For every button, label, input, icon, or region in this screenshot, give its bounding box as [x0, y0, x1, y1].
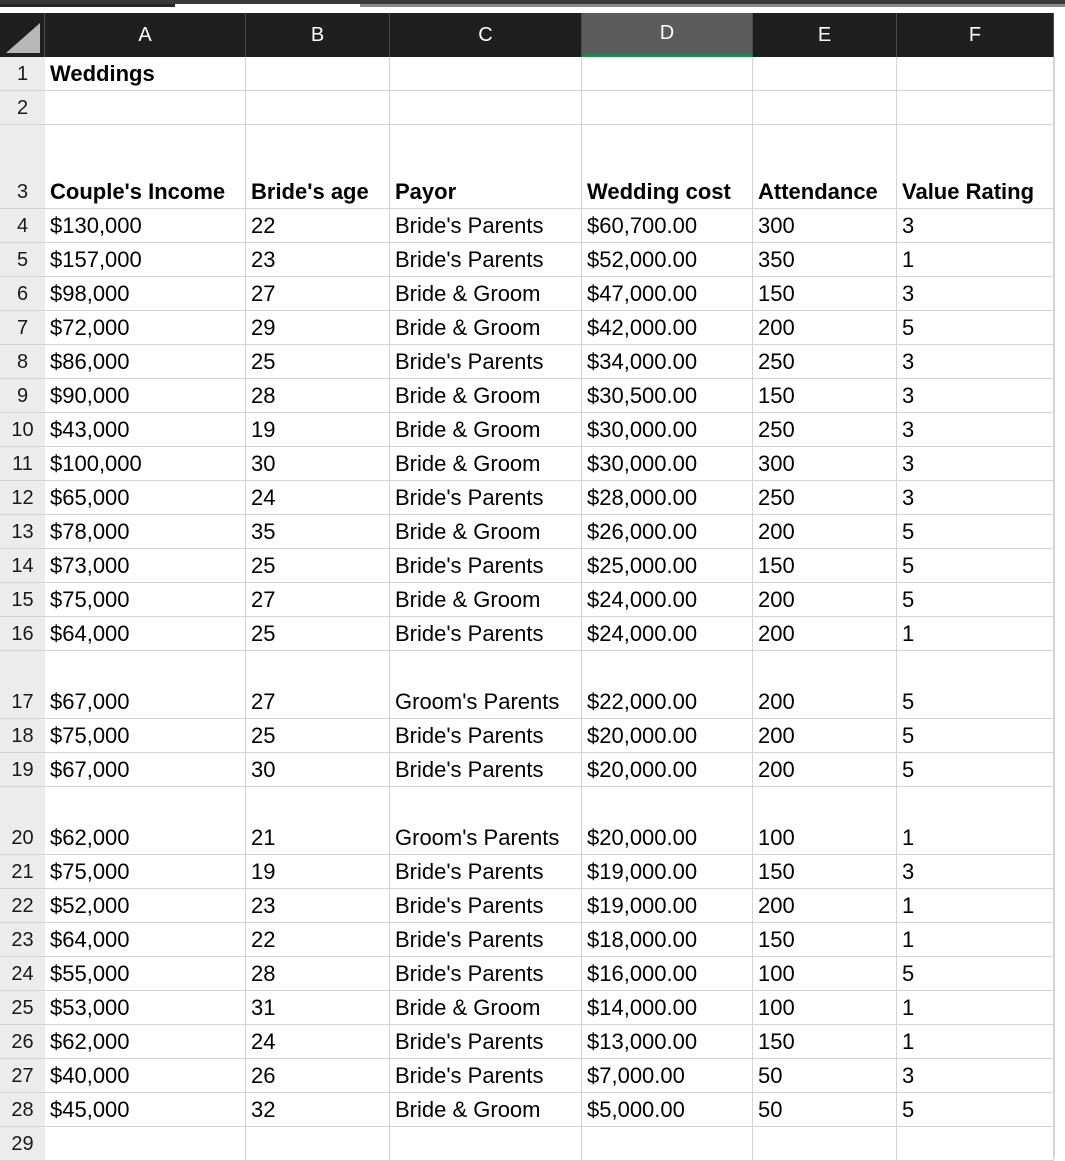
cell-e5[interactable]: 350: [753, 243, 897, 277]
table-row: [0, 125, 1065, 209]
cell-f4[interactable]: 3: [897, 209, 1054, 243]
cell-e20[interactable]: 100: [753, 787, 897, 855]
cell-e19[interactable]: 200: [753, 753, 897, 787]
cell-c19[interactable]: Bride's Parents: [390, 753, 582, 787]
cell-a19[interactable]: $67,000: [45, 753, 246, 787]
row-header[interactable]: 13: [0, 515, 45, 549]
cell-e16[interactable]: 200: [753, 617, 897, 651]
cell-a2[interactable]: [45, 91, 246, 125]
cell-f12[interactable]: 3: [897, 481, 1054, 515]
cell-e7[interactable]: 200: [753, 311, 897, 345]
cell-a13[interactable]: $78,000: [45, 515, 246, 549]
cell-d5[interactable]: $52,000.00: [582, 243, 753, 277]
cell-c27[interactable]: Bride's Parents: [390, 1059, 582, 1093]
cell-f9[interactable]: 3: [897, 379, 1054, 413]
table-row: [0, 753, 1065, 787]
cell-b7[interactable]: 29: [246, 311, 390, 345]
cell-f8[interactable]: 3: [897, 345, 1054, 379]
cell-d2[interactable]: [582, 91, 753, 125]
table-row: [0, 57, 1065, 91]
cell-b23[interactable]: 22: [246, 923, 390, 957]
cell-e27[interactable]: 50: [753, 1059, 897, 1093]
cell-d9[interactable]: $30,500.00: [582, 379, 753, 413]
cell-e10[interactable]: 250: [753, 413, 897, 447]
row-header[interactable]: 22: [0, 889, 45, 923]
row-header[interactable]: 24: [0, 957, 45, 991]
cell-c18[interactable]: Bride's Parents: [390, 719, 582, 753]
cell-a1[interactable]: Weddings: [45, 57, 246, 91]
cell-b11[interactable]: 30: [246, 447, 390, 481]
cell-a28[interactable]: $45,000: [45, 1093, 246, 1127]
cell-c21[interactable]: Bride's Parents: [390, 855, 582, 889]
row-header[interactable]: 21: [0, 855, 45, 889]
table-row: [0, 243, 1065, 277]
cell-c5[interactable]: Bride's Parents: [390, 243, 582, 277]
cell-c1[interactable]: [390, 57, 582, 91]
cell-d15[interactable]: $24,000.00: [582, 583, 753, 617]
cell-b20[interactable]: 21: [246, 787, 390, 855]
cell-f1[interactable]: [897, 57, 1054, 91]
cell-b24[interactable]: 28: [246, 957, 390, 991]
table-row: [0, 1025, 1065, 1059]
cell-d24[interactable]: $16,000.00: [582, 957, 753, 991]
cell-b4[interactable]: 22: [246, 209, 390, 243]
cell-b10[interactable]: 19: [246, 413, 390, 447]
cell-d13[interactable]: $26,000.00: [582, 515, 753, 549]
cell-d28[interactable]: $5,000.00: [582, 1093, 753, 1127]
cell-d26[interactable]: $13,000.00: [582, 1025, 753, 1059]
cell-b21[interactable]: 19: [246, 855, 390, 889]
window-top-bar: [0, 0, 1065, 12]
cell-b13[interactable]: 35: [246, 515, 390, 549]
cell-a23[interactable]: $64,000: [45, 923, 246, 957]
table-row: [0, 379, 1065, 413]
cell-f16[interactable]: 1: [897, 617, 1054, 651]
cell-c3[interactable]: Payor: [390, 125, 582, 209]
cell-a11[interactable]: $100,000: [45, 447, 246, 481]
table-row: [0, 1127, 1065, 1161]
row-header[interactable]: 17: [0, 651, 45, 719]
row-header[interactable]: 6: [0, 277, 45, 311]
cell-d11[interactable]: $30,000.00: [582, 447, 753, 481]
cell-c15[interactable]: Bride & Groom: [390, 583, 582, 617]
cell-a14[interactable]: $73,000: [45, 549, 246, 583]
table-row: [0, 923, 1065, 957]
cell-b29[interactable]: [246, 1127, 390, 1161]
cell-b2[interactable]: [246, 91, 390, 125]
cell-d20[interactable]: $20,000.00: [582, 787, 753, 855]
cell-a10[interactable]: $43,000: [45, 413, 246, 447]
cell-f26[interactable]: 1: [897, 1025, 1054, 1059]
cell-e12[interactable]: 250: [753, 481, 897, 515]
cell-a25[interactable]: $53,000: [45, 991, 246, 1025]
cell-a20[interactable]: $62,000: [45, 787, 246, 855]
cell-b1[interactable]: [246, 57, 390, 91]
cell-b22[interactable]: 23: [246, 889, 390, 923]
top-bar-tab-indicator: [0, 4, 175, 7]
row-header[interactable]: 11: [0, 447, 45, 481]
column-header-e[interactable]: E: [753, 13, 897, 57]
table-row: [0, 209, 1065, 243]
row-header[interactable]: 2: [0, 91, 45, 125]
cell-d7[interactable]: $42,000.00: [582, 311, 753, 345]
cell-f25[interactable]: 1: [897, 991, 1054, 1025]
cell-f21[interactable]: 3: [897, 855, 1054, 889]
row-header[interactable]: 4: [0, 209, 45, 243]
cell-e21[interactable]: 150: [753, 855, 897, 889]
row-header[interactable]: 27: [0, 1059, 45, 1093]
cell-a15[interactable]: $75,000: [45, 583, 246, 617]
cell-f29[interactable]: [897, 1127, 1054, 1161]
cell-c24[interactable]: Bride's Parents: [390, 957, 582, 991]
row-header[interactable]: 3: [0, 125, 45, 209]
cell-e28[interactable]: 50: [753, 1093, 897, 1127]
row-header[interactable]: 1: [0, 57, 45, 91]
cell-a6[interactable]: $98,000: [45, 277, 246, 311]
table-row: [0, 583, 1065, 617]
cell-c22[interactable]: Bride's Parents: [390, 889, 582, 923]
cell-c20[interactable]: Groom's Parents: [390, 787, 582, 855]
table-row: [0, 515, 1065, 549]
cell-c14[interactable]: Bride's Parents: [390, 549, 582, 583]
row-header[interactable]: 23: [0, 923, 45, 957]
column-header-row: [0, 13, 1065, 57]
cell-c26[interactable]: Bride's Parents: [390, 1025, 582, 1059]
row-header[interactable]: 29: [0, 1127, 45, 1161]
cell-c10[interactable]: Bride & Groom: [390, 413, 582, 447]
cell-f7[interactable]: 5: [897, 311, 1054, 345]
table-row: [0, 1059, 1065, 1093]
cell-c7[interactable]: Bride & Groom: [390, 311, 582, 345]
cell-d16[interactable]: $24,000.00: [582, 617, 753, 651]
cell-e11[interactable]: 300: [753, 447, 897, 481]
cell-b26[interactable]: 24: [246, 1025, 390, 1059]
cell-b28[interactable]: 32: [246, 1093, 390, 1127]
cell-c28[interactable]: Bride & Groom: [390, 1093, 582, 1127]
cell-a12[interactable]: $65,000: [45, 481, 246, 515]
cell-f11[interactable]: 3: [897, 447, 1054, 481]
table-row: [0, 481, 1065, 515]
table-row: [0, 855, 1065, 889]
cell-d23[interactable]: $18,000.00: [582, 923, 753, 957]
cell-e9[interactable]: 150: [753, 379, 897, 413]
row-header[interactable]: 20: [0, 787, 45, 855]
cell-a3[interactable]: Couple's Income: [45, 125, 246, 209]
row-header[interactable]: 19: [0, 753, 45, 787]
cell-b15[interactable]: 27: [246, 583, 390, 617]
cell-d6[interactable]: $47,000.00: [582, 277, 753, 311]
cell-a29[interactable]: [45, 1127, 246, 1161]
table-row: [0, 651, 1065, 719]
cell-f5[interactable]: 1: [897, 243, 1054, 277]
cell-f6[interactable]: 3: [897, 277, 1054, 311]
cell-b16[interactable]: 25: [246, 617, 390, 651]
cell-f17[interactable]: 5: [897, 651, 1054, 719]
cell-b9[interactable]: 28: [246, 379, 390, 413]
row-header[interactable]: 16: [0, 617, 45, 651]
cell-c29[interactable]: [390, 1127, 582, 1161]
cell-e25[interactable]: 100: [753, 991, 897, 1025]
table-row: [0, 311, 1065, 345]
row-header[interactable]: 12: [0, 481, 45, 515]
cell-a5[interactable]: $157,000: [45, 243, 246, 277]
cell-f3[interactable]: Value Rating: [897, 125, 1054, 209]
cell-e2[interactable]: [753, 91, 897, 125]
cell-d3[interactable]: Wedding cost: [582, 125, 753, 209]
column-header-f[interactable]: F: [897, 13, 1054, 57]
cell-e23[interactable]: 150: [753, 923, 897, 957]
cell-e26[interactable]: 150: [753, 1025, 897, 1059]
cell-a22[interactable]: $52,000: [45, 889, 246, 923]
cell-d19[interactable]: $20,000.00: [582, 753, 753, 787]
cell-f27[interactable]: 3: [897, 1059, 1054, 1093]
cell-e14[interactable]: 150: [753, 549, 897, 583]
table-row: [0, 345, 1065, 379]
cell-f14[interactable]: 5: [897, 549, 1054, 583]
table-row: [0, 617, 1065, 651]
row-header[interactable]: 26: [0, 1025, 45, 1059]
cell-b27[interactable]: 26: [246, 1059, 390, 1093]
cell-e1[interactable]: [753, 57, 897, 91]
cell-c16[interactable]: Bride's Parents: [390, 617, 582, 651]
cell-d8[interactable]: $34,000.00: [582, 345, 753, 379]
cell-b5[interactable]: 23: [246, 243, 390, 277]
cell-d21[interactable]: $19,000.00: [582, 855, 753, 889]
table-row: [0, 549, 1065, 583]
select-all-corner[interactable]: [0, 13, 45, 57]
cell-f13[interactable]: 5: [897, 515, 1054, 549]
cell-a7[interactable]: $72,000: [45, 311, 246, 345]
table-row: [0, 91, 1065, 125]
row-header[interactable]: 10: [0, 413, 45, 447]
cell-c11[interactable]: Bride & Groom: [390, 447, 582, 481]
cell-e6[interactable]: 150: [753, 277, 897, 311]
cell-c4[interactable]: Bride's Parents: [390, 209, 582, 243]
cell-c23[interactable]: Bride's Parents: [390, 923, 582, 957]
cell-d14[interactable]: $25,000.00: [582, 549, 753, 583]
cell-d18[interactable]: $20,000.00: [582, 719, 753, 753]
cell-f28[interactable]: 5: [897, 1093, 1054, 1127]
cell-b8[interactable]: 25: [246, 345, 390, 379]
cell-d1[interactable]: [582, 57, 753, 91]
cell-d4[interactable]: $60,700.00: [582, 209, 753, 243]
table-row: [0, 277, 1065, 311]
cell-d22[interactable]: $19,000.00: [582, 889, 753, 923]
table-row: [0, 447, 1065, 481]
row-header[interactable]: 8: [0, 345, 45, 379]
cell-c2[interactable]: [390, 91, 582, 125]
cell-a27[interactable]: $40,000: [45, 1059, 246, 1093]
cell-f23[interactable]: 1: [897, 923, 1054, 957]
cell-f18[interactable]: 5: [897, 719, 1054, 753]
cell-c6[interactable]: Bride & Groom: [390, 277, 582, 311]
cell-c17[interactable]: Groom's Parents: [390, 651, 582, 719]
row-header[interactable]: 14: [0, 549, 45, 583]
cell-f19[interactable]: 5: [897, 753, 1054, 787]
cell-e13[interactable]: 200: [753, 515, 897, 549]
cell-d25[interactable]: $14,000.00: [582, 991, 753, 1025]
cell-b3[interactable]: Bride's age: [246, 125, 390, 209]
cell-d17[interactable]: $22,000.00: [582, 651, 753, 719]
cell-c9[interactable]: Bride & Groom: [390, 379, 582, 413]
column-g-gridline: [1054, 57, 1055, 1157]
cell-a16[interactable]: $64,000: [45, 617, 246, 651]
table-row: [0, 889, 1065, 923]
column-header-d[interactable]: D: [582, 13, 753, 57]
cell-d12[interactable]: $28,000.00: [582, 481, 753, 515]
cell-f2[interactable]: [897, 91, 1054, 125]
cell-b18[interactable]: 25: [246, 719, 390, 753]
table-row: [0, 787, 1065, 855]
cell-e29[interactable]: [753, 1127, 897, 1161]
row-header[interactable]: 9: [0, 379, 45, 413]
cell-f20[interactable]: 1: [897, 787, 1054, 855]
table-row: [0, 991, 1065, 1025]
cell-a9[interactable]: $90,000: [45, 379, 246, 413]
cell-b14[interactable]: 25: [246, 549, 390, 583]
cell-c13[interactable]: Bride & Groom: [390, 515, 582, 549]
cell-e4[interactable]: 300: [753, 209, 897, 243]
cell-a17[interactable]: $67,000: [45, 651, 246, 719]
row-header[interactable]: 7: [0, 311, 45, 345]
cell-b17[interactable]: 27: [246, 651, 390, 719]
cell-f22[interactable]: 1: [897, 889, 1054, 923]
cell-b19[interactable]: 30: [246, 753, 390, 787]
cell-e8[interactable]: 250: [753, 345, 897, 379]
column-header-a[interactable]: A: [45, 13, 246, 57]
cell-a18[interactable]: $75,000: [45, 719, 246, 753]
table-row: [0, 957, 1065, 991]
cell-e17[interactable]: 200: [753, 651, 897, 719]
cell-c25[interactable]: Bride & Groom: [390, 991, 582, 1025]
cell-b6[interactable]: 27: [246, 277, 390, 311]
select-all-triangle-icon: [6, 23, 40, 53]
cell-d10[interactable]: $30,000.00: [582, 413, 753, 447]
cell-c8[interactable]: Bride's Parents: [390, 345, 582, 379]
row-header[interactable]: 28: [0, 1093, 45, 1127]
cell-f10[interactable]: 3: [897, 413, 1054, 447]
row-header[interactable]: 25: [0, 991, 45, 1025]
table-row: [0, 413, 1065, 447]
column-header-c[interactable]: C: [390, 13, 582, 57]
row-header[interactable]: 15: [0, 583, 45, 617]
cell-a26[interactable]: $62,000: [45, 1025, 246, 1059]
top-bar-scroll-indicator: [360, 4, 1065, 7]
column-header-b[interactable]: B: [246, 13, 390, 57]
cell-e18[interactable]: 200: [753, 719, 897, 753]
cell-a4[interactable]: $130,000: [45, 209, 246, 243]
row-header[interactable]: 5: [0, 243, 45, 277]
table-row: [0, 1093, 1065, 1127]
cell-a24[interactable]: $55,000: [45, 957, 246, 991]
cell-f15[interactable]: 5: [897, 583, 1054, 617]
cell-e24[interactable]: 100: [753, 957, 897, 991]
cell-b12[interactable]: 24: [246, 481, 390, 515]
cell-e15[interactable]: 200: [753, 583, 897, 617]
cell-d27[interactable]: $7,000.00: [582, 1059, 753, 1093]
cell-e22[interactable]: 200: [753, 889, 897, 923]
cell-f24[interactable]: 5: [897, 957, 1054, 991]
cell-c12[interactable]: Bride's Parents: [390, 481, 582, 515]
cell-a21[interactable]: $75,000: [45, 855, 246, 889]
cell-e3[interactable]: Attendance: [753, 125, 897, 209]
cell-a8[interactable]: $86,000: [45, 345, 246, 379]
cell-d29[interactable]: [582, 1127, 753, 1161]
table-row: [0, 719, 1065, 753]
row-header[interactable]: 18: [0, 719, 45, 753]
cell-b25[interactable]: 31: [246, 991, 390, 1025]
